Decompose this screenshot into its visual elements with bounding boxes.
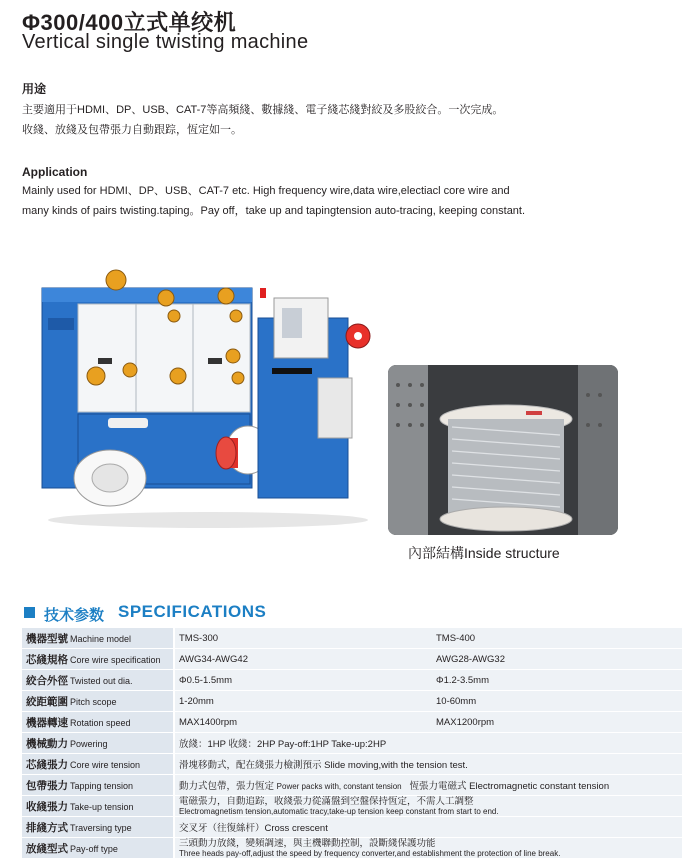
inside-structure-caption: 內部結構Inside structure — [408, 545, 560, 561]
table-row — [22, 838, 682, 859]
inside-structure-photo — [388, 365, 618, 535]
page-title-cn: Φ300/400立式单绞机 — [22, 10, 237, 35]
row-value — [174, 796, 682, 817]
row-value-tms400: TMS-400 — [432, 628, 682, 649]
application-heading: Application — [22, 165, 88, 179]
row-value-tms400: AWG28-AWG32 — [432, 649, 682, 670]
specs-header — [22, 602, 682, 624]
row-label: 芯綫規格 Core wire specification — [22, 649, 174, 670]
specs-heading-cn: 技术参数 — [44, 607, 105, 624]
specs-table — [22, 628, 682, 859]
table-row — [22, 775, 682, 796]
specs-heading-en: SPECIFICATIONS — [118, 602, 267, 621]
row-value-tms300: MAX1400rpm — [174, 712, 432, 733]
usage-line-2: 收綫、放綫及包帶張力自動跟踪，恆定如一。 — [22, 124, 242, 136]
row-value-tms400: Φ1.2-3.5mm — [432, 670, 682, 691]
row-value: 滑塊移動式，配在綫張力檢測預示 Slide moving,with the tension test. — [174, 754, 682, 775]
row-label: 芯綫張力 Core wire tension — [22, 754, 174, 775]
row-value-tms300: AWG34-AWG42 — [174, 649, 432, 670]
usage-text — [22, 100, 682, 140]
row-label: 機器型號 Machine model — [22, 628, 174, 649]
application-line-1: Mainly used for HDMI、DP、USB、CAT-7 etc. High frequency wire,data wire,electiacl core wire and — [22, 185, 510, 197]
table-row — [22, 817, 682, 838]
row-label: 機械動力 Powering — [22, 733, 174, 754]
payoff-type-cn: 三頭動力放綫，變頻調速，與主機聯動控制，設斷綫保護功能 — [179, 838, 436, 849]
row-value: 放綫：1HP 收綫：2HP Pay-off:1HP Take-up:2HP — [174, 733, 682, 754]
table-row — [22, 649, 682, 670]
table-row — [22, 628, 682, 649]
row-label: 絞距範圍 Pitch scope — [22, 691, 174, 712]
tapping-tension-en: Power packs with, constant tension — [276, 782, 402, 791]
table-row — [22, 733, 682, 754]
table-row — [22, 754, 682, 775]
tapping-tension-cn: 動力式包帶，張力恆定 — [179, 781, 275, 792]
table-row — [22, 796, 682, 817]
row-label: 排綫方式 Traversing type — [22, 817, 174, 838]
row-label: 絞合外徑 Twisted out dia. — [22, 670, 174, 691]
row-value-tms400: 10-60mm — [432, 691, 682, 712]
payoff-type-en: Three heads pay-off,adjust the speed by frequency converter,and establishment the protection of line break. — [179, 849, 561, 858]
row-value-tms300: 1-20mm — [174, 691, 432, 712]
table-row — [22, 670, 682, 691]
row-value — [174, 775, 682, 796]
row-label: 收綫張力 Take-up tension — [22, 796, 174, 817]
square-bullet-icon — [24, 607, 35, 618]
row-label: 機器轉速 Rotation speed — [22, 712, 174, 733]
machine-photo — [38, 258, 374, 530]
row-value — [174, 838, 682, 859]
application-line-2: many kinds of pairs twisting.taping。Pay off，take up and tapingtension auto-tracing, keeping constant. — [22, 205, 526, 217]
row-label: 包帶張力 Tapping tension — [22, 775, 174, 796]
takeup-tension-cn: 電磁張力，自動追踪，收綫張力從滿盤到空盤保持恆定，不需人工調整 — [179, 796, 474, 807]
application-text — [22, 181, 682, 221]
row-value-tms400: MAX1200rpm — [432, 712, 682, 733]
tapping-tension-alt: 恆張力電磁式 Electromagnetic constant tension — [409, 781, 610, 792]
takeup-tension-en: Electromagnetism tension,automatic tracy,take-up tension keep constant from start to end. — [179, 807, 499, 816]
row-value-tms300: Φ0.5-1.5mm — [174, 670, 432, 691]
table-row — [22, 691, 682, 712]
row-value-tms300: TMS-300 — [174, 628, 432, 649]
usage-line-1: 主要適用于HDMI、DP、USB、CAT-7等高頻綫、數據綫、電子綫芯綫對絞及多股絞合。一次完成。 — [22, 104, 504, 116]
table-row — [22, 712, 682, 733]
row-value: 交叉牙（往復絲杆）Cross crescent — [174, 817, 682, 838]
page-title-en: Vertical single twisting machine — [22, 31, 309, 53]
usage-heading: 用途 — [22, 82, 47, 96]
row-label: 放綫型式 Pay-off type — [22, 838, 174, 859]
